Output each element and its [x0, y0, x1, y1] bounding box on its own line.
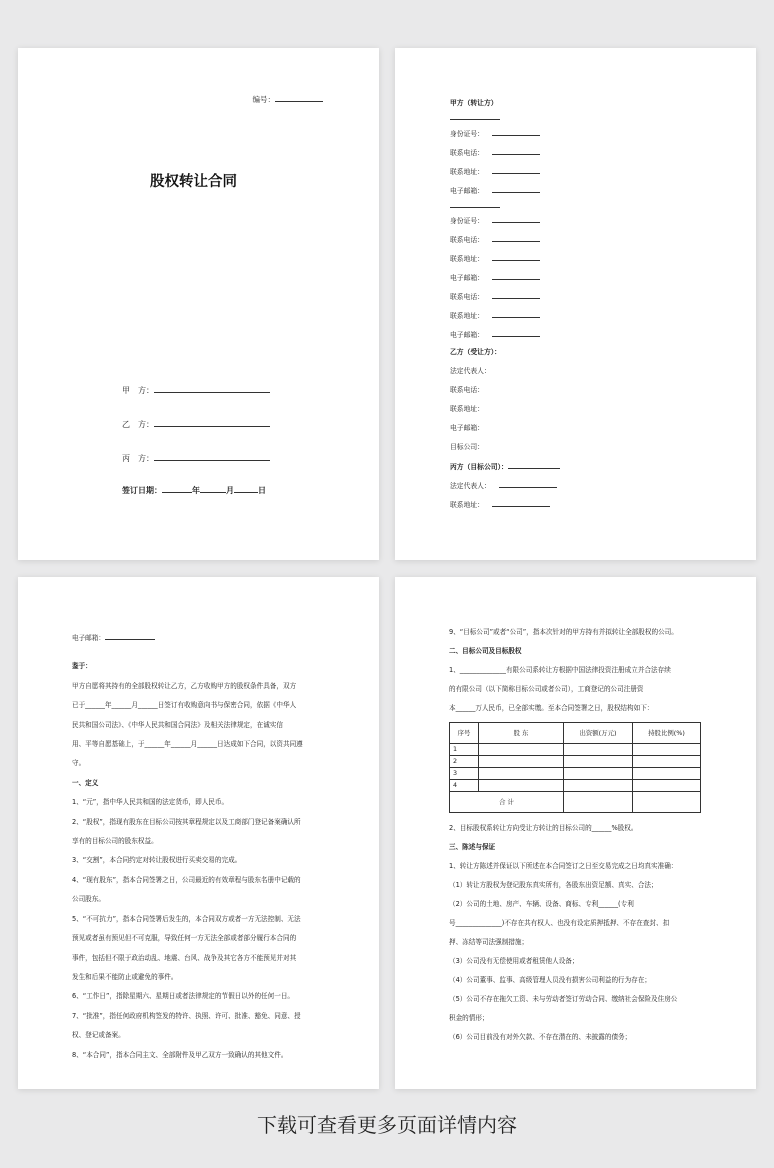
- field-row: [450, 384, 484, 394]
- table-cell: [479, 744, 564, 756]
- warranty-line: （6）公司目前没有对外欠款、不存在潜在的、未披露的债务；: [449, 1033, 632, 1041]
- field-line: [492, 498, 550, 507]
- definition-line: 享有的目标公司的股东权益。: [72, 837, 158, 846]
- section-3-title: 三、陈述与保证: [449, 843, 496, 851]
- field-line: [492, 184, 540, 193]
- warranty-line: （3）公司没有无偿使用或者租赁他人设备；: [449, 957, 579, 965]
- definitions-title: 一、定义: [72, 778, 99, 787]
- field-line: [492, 233, 540, 242]
- field-row: [450, 290, 540, 301]
- field-row: [450, 233, 540, 244]
- field-row: [450, 479, 557, 490]
- party-c-line: 丙 方：: [122, 452, 270, 464]
- field-row: [450, 422, 484, 432]
- field-row: [450, 146, 540, 157]
- table-header: 持股比例(%): [633, 723, 701, 744]
- field-label: 联系电话：: [450, 149, 484, 157]
- whereas-line: 甲方自愿将其持有的全部股权转让乙方，乙方收购甲方的股权条件具备，双方: [72, 681, 297, 690]
- table-row: [450, 768, 701, 780]
- field-row: [450, 214, 540, 225]
- page-cover: [18, 48, 379, 560]
- contract-title: 股权转让合同: [150, 174, 237, 190]
- field-row: [450, 127, 540, 138]
- shareholding-table: [449, 722, 701, 813]
- party-a-line: 甲 方：: [122, 384, 270, 396]
- definition-line: 1、“元”，指中华人民共和国的法定货币，即人民币。: [72, 798, 229, 807]
- table-cell: [633, 756, 701, 768]
- field-label: 联系地址：: [450, 255, 484, 263]
- field-label: 联系地址：: [450, 168, 484, 176]
- row-number: 1: [450, 744, 479, 756]
- section-2-line: 2、目标股权系转让方向受让方转让的目标公司的______%股权。: [449, 824, 638, 832]
- section-2-title: 二、目标公司及目标股权: [449, 647, 522, 655]
- whereas-title: 鉴于：: [72, 662, 92, 671]
- divider: [450, 207, 500, 208]
- field-row: [450, 441, 484, 451]
- row-number: 3: [450, 768, 479, 780]
- table-header-row: [450, 723, 701, 744]
- field-row: [450, 252, 540, 263]
- field-row: [450, 403, 484, 413]
- definition-line: 权、登记或备案。: [72, 1031, 125, 1040]
- warranty-line: 1、转让方陈述并保证以下所述在本合同签订之日至交易完成之日均真实准确：: [449, 862, 678, 870]
- party-a-heading: 甲方（转让方）: [450, 99, 498, 107]
- field-label: 联系地址：: [450, 312, 484, 320]
- table-row: [450, 756, 701, 768]
- whereas-line: 守。: [72, 759, 86, 768]
- field-label: 电子邮箱：: [450, 274, 484, 282]
- warranty-line: 押、冻结等司法强制措施；: [449, 938, 529, 946]
- table-total-row: [450, 792, 701, 813]
- table-cell: [633, 744, 701, 756]
- warranty-line: （1）转让方股权为登记股东真实所有，各股东出资足额、真实、合法；: [449, 881, 658, 889]
- page-definitions: [18, 577, 379, 1089]
- warranty-line: （2）公司的土地、房产、车辆、设备、商标、专利______(专利: [449, 900, 634, 908]
- whereas-line: 已于______年______月______日签订有收购意向书与保密合同，依据《中华人: [72, 701, 297, 710]
- party-b-heading: 乙方（受让方）：: [450, 348, 501, 356]
- download-caption: 下载可查看更多页面详情内容: [257, 1113, 517, 1137]
- table-cell: [564, 780, 633, 792]
- table-row: [450, 744, 701, 756]
- row-number: 2: [450, 756, 479, 768]
- definition-line: 5、“不可抗力”，指本合同签署后发生的，本合同双方或者一方无法控制、无法: [72, 914, 301, 923]
- whereas-line: 用、平等自愿基础上，于______年______月______日达成如下合同，以资共同遵: [72, 740, 303, 749]
- target-company-body: [449, 623, 711, 1047]
- table-header: 股 东: [479, 723, 564, 744]
- definitions-body: [72, 629, 337, 1065]
- page-target-company: [395, 577, 756, 1089]
- table-header: 出资额(万元): [564, 723, 633, 744]
- table-header: 序号: [450, 723, 479, 744]
- field-row: [450, 309, 540, 320]
- table-cell: [479, 756, 564, 768]
- section-2-line: 的有限公司（以下简称目标公司或者公司），工商登记的公司注册资: [449, 685, 644, 693]
- field-label: 联系电话：: [450, 236, 484, 244]
- field-line: [492, 146, 540, 155]
- field-line: [499, 479, 557, 488]
- field-row: [450, 165, 540, 176]
- sign-date: 签订日期： 年 月 日: [122, 486, 266, 495]
- field-line: [492, 290, 540, 299]
- field-label: 电子邮箱：: [450, 187, 484, 195]
- table-cell: [564, 744, 633, 756]
- field-label: 联系地址：: [450, 405, 484, 413]
- party-c-heading: 丙方（目标公司）：: [450, 460, 560, 471]
- field-line: [492, 127, 540, 136]
- field-label: 身份证号：: [450, 130, 484, 138]
- field-label: 法定代表人：: [450, 482, 491, 490]
- field-row: [450, 365, 491, 375]
- warranty-line: （4）公司董事、监事、高级管理人员没有损害公司利益的行为存在；: [449, 976, 652, 984]
- field-label: 电子邮箱：: [450, 424, 484, 432]
- field-label: 电子邮箱：: [450, 331, 484, 339]
- field-row: [450, 328, 540, 339]
- definition-line: 2、“股权”，指现有股东在目标公司按其章程规定以及工商部门登记备案确认所: [72, 817, 301, 826]
- definition-line: 4、“现有股东”，指本合同签署之日，公司最近的有效章程与股东名册中记载的: [72, 875, 301, 884]
- field-line: [492, 271, 540, 280]
- table-row: [450, 780, 701, 792]
- warranty-line: 积金的情形；: [449, 1014, 489, 1022]
- definition-line: 7、“批准”，指任何政府机构签发的特许、执照、许可、批准、豁免、同意、授: [72, 1011, 301, 1020]
- field-label: 身份证号：: [450, 217, 484, 225]
- table-cell: [633, 768, 701, 780]
- table-cell: [564, 768, 633, 780]
- divider: [450, 119, 500, 120]
- contract-number: 编号：: [253, 93, 324, 105]
- definition-line: 事件，包括但不限于政治动乱、地震、台风、战争及其它各方不能预见并对其: [72, 953, 297, 962]
- field-line: [492, 214, 540, 223]
- table-cell: [479, 780, 564, 792]
- table-cell: [633, 780, 701, 792]
- field-line: [492, 252, 540, 261]
- section-2-line: 1、______________有限公司系转让方根据中国法律投资注册成立并合法存续: [449, 666, 671, 674]
- field-line: [492, 165, 540, 174]
- table-cell: [564, 756, 633, 768]
- page-parties: [395, 48, 756, 560]
- table-cell: [479, 768, 564, 780]
- warranty-line: （5）公司不存在拖欠工资、未与劳动者签订劳动合同、缴纳社会保险及住房公: [449, 995, 678, 1003]
- definition-line: 公司股东。: [72, 895, 105, 904]
- definition-line: 发生和后果不能防止或避免的事件。: [72, 972, 178, 981]
- field-label: 法定代表人：: [450, 367, 491, 375]
- field-row: [450, 184, 540, 195]
- field-label: 联系地址：: [450, 501, 484, 509]
- field-line: [492, 309, 540, 318]
- field-label: 联系电话：: [450, 293, 484, 301]
- party-b-line: 乙 方：: [122, 418, 270, 430]
- definition-line: 预见或者虽有预见但不可克服，导致任何一方无法全部或者部分履行本合同的: [72, 934, 297, 943]
- definition-line: 6、“工作日”，指除星期六、星期日或者法律规定的节假日以外的任何一日。: [72, 992, 295, 1001]
- definition-line: 8、“本合同”，指本合同主文、全部附件及甲乙双方一致确认的其他文件。: [72, 1050, 288, 1059]
- field-row: [450, 498, 550, 509]
- field-label: 联系电话：: [450, 386, 484, 394]
- email-line: 电子邮箱：: [72, 629, 337, 648]
- field-row: [450, 271, 540, 282]
- definition-9: 9、“目标公司”或者“公司”，指本次针对的甲方持有并拟转让全部股权的公司。: [449, 628, 678, 636]
- field-line: [492, 328, 540, 337]
- whereas-line: 民共和国公司法》、《中华人民共和国合同法》及相关法律规定，在诚实信: [72, 720, 283, 729]
- section-2-line: 本______万人民币，已全部实缴。至本合同签署之日，股权结构如下：: [449, 704, 654, 712]
- warranty-line: 号______________)不存在共有权人、也没有设定质押抵押、不存在查封、扣: [449, 919, 670, 927]
- total-label: 合 计: [450, 792, 564, 813]
- field-label: 目标公司：: [450, 443, 484, 451]
- row-number: 4: [450, 780, 479, 792]
- definition-line: 3、“交割”，本合同约定对转让股权进行买卖交易的完成。: [72, 856, 242, 865]
